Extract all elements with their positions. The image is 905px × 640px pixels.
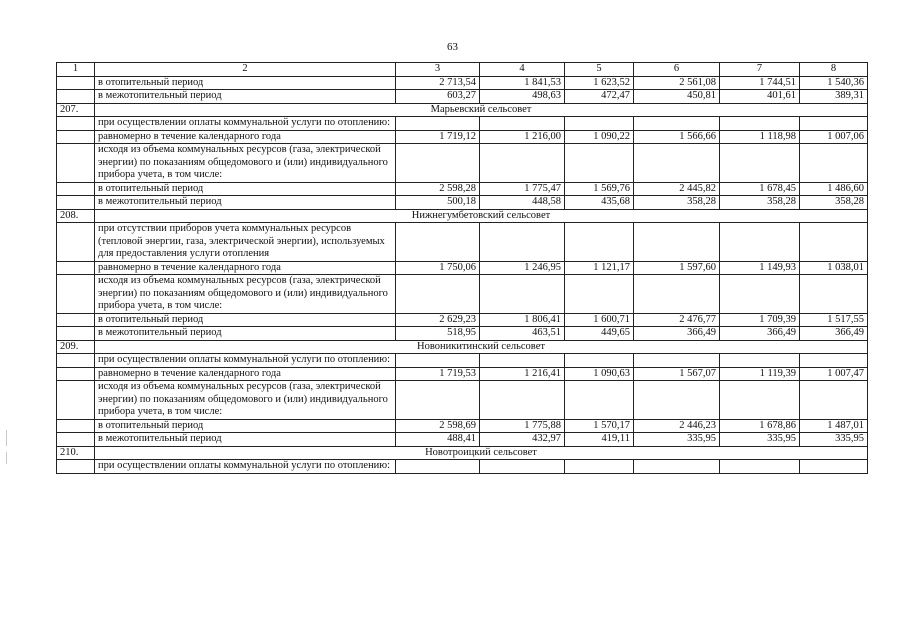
table-row [57,419,868,433]
scan-edge-mark [6,430,7,446]
row-number-cell [57,196,95,210]
value-cell: 2 445,82 [634,182,720,196]
row-number-cell [57,223,95,262]
row-number-cell: 210. [57,446,95,460]
value-cell [565,144,634,183]
section-row [57,209,868,223]
section-title-cell: Марьевский сельсовет [95,103,868,117]
value-cell [800,275,868,314]
value-cell: 1 709,39 [720,313,800,327]
header-cell: 2 [95,63,396,77]
value-cell: 472,47 [565,90,634,104]
row-number-cell [57,117,95,131]
value-cell: 1 623,52 [565,76,634,90]
section-title-cell: Новотроицкий сельсовет [95,446,868,460]
value-cell [720,144,800,183]
value-cell: 448,58 [480,196,565,210]
value-cell [565,381,634,420]
description-cell: в отопительный период [95,76,396,90]
row-number-cell: 207. [57,103,95,117]
value-cell: 1 744,51 [720,76,800,90]
value-cell: 2 713,54 [396,76,480,90]
value-cell: 1 121,17 [565,261,634,275]
value-cell: 1 486,60 [800,182,868,196]
value-cell: 1 678,86 [720,419,800,433]
value-cell [800,117,868,131]
value-cell [396,381,480,420]
value-cell [565,354,634,368]
value-cell [480,460,565,474]
value-cell: 1 570,17 [565,419,634,433]
row-number-cell [57,76,95,90]
value-cell [480,275,565,314]
value-cell [396,144,480,183]
value-cell: 1 597,60 [634,261,720,275]
header-cell: 7 [720,63,800,77]
value-cell: 1 775,88 [480,419,565,433]
value-cell: 1 841,53 [480,76,565,90]
table-row-text [57,117,868,131]
value-cell [720,275,800,314]
value-cell [800,460,868,474]
value-cell: 449,65 [565,327,634,341]
value-cell [720,381,800,420]
value-cell [480,223,565,262]
value-cell [634,381,720,420]
value-cell [396,275,480,314]
row-number-cell [57,182,95,196]
value-cell: 498,63 [480,90,565,104]
table-row [57,90,868,104]
value-cell: 366,49 [634,327,720,341]
value-cell [480,354,565,368]
value-cell [396,223,480,262]
value-cell: 358,28 [800,196,868,210]
description-cell: исходя из объема коммунальных ресурсов (газа, электрической энергии) по показаниям общедомового и (или) индивидуального прибора учета, в том числе: [95,381,396,420]
row-number-cell [57,90,95,104]
row-number-cell [57,313,95,327]
description-cell: исходя из объема коммунальных ресурсов (газа, электрической энергии) по показаниям общедомового и (или) индивидуального прибора учета, в том числе: [95,144,396,183]
table-row [57,130,868,144]
value-cell: 1 216,00 [480,130,565,144]
value-cell: 1 517,55 [800,313,868,327]
description-cell: при отсутствии приборов учета коммунальных ресурсов (тепловой энергии, газа, электрической энергии), используемых для предоставления услуги отопления [95,223,396,262]
value-cell: 1 678,45 [720,182,800,196]
section-title-cell: Нижнегумбетовский сельсовет [95,209,868,223]
table-row [57,261,868,275]
row-number-cell [57,144,95,183]
description-cell: в межотопительный период [95,433,396,447]
value-cell: 1 038,01 [800,261,868,275]
table-row [57,367,868,381]
row-number-cell [57,354,95,368]
value-cell [396,354,480,368]
row-number-cell [57,275,95,314]
value-cell [634,223,720,262]
value-cell [396,460,480,474]
value-cell: 1 246,95 [480,261,565,275]
table-row-text [57,460,868,474]
row-number-cell [57,419,95,433]
description-cell: в отопительный период [95,182,396,196]
value-cell: 1 216,41 [480,367,565,381]
value-cell: 450,81 [634,90,720,104]
value-cell: 1 119,39 [720,367,800,381]
value-cell: 1 540,36 [800,76,868,90]
value-cell [720,460,800,474]
table-row [57,76,868,90]
header-cell: 6 [634,63,720,77]
table-row-text [57,275,868,314]
value-cell: 1 775,47 [480,182,565,196]
description-cell: при осуществлении оплаты коммунальной услуги по отоплению: [95,354,396,368]
value-cell: 335,95 [720,433,800,447]
table-row-text [57,223,868,262]
value-cell: 500,18 [396,196,480,210]
value-cell: 2 476,77 [634,313,720,327]
header-cell: 8 [800,63,868,77]
value-cell: 358,28 [720,196,800,210]
section-title-cell: Новоникитинский сельсовет [95,340,868,354]
table-header-row [57,63,868,77]
row-number-cell [57,130,95,144]
value-cell [800,223,868,262]
value-cell: 335,95 [800,433,868,447]
value-cell [720,223,800,262]
scan-edge-mark [6,452,7,464]
table-row-text [57,381,868,420]
table-row-text [57,144,868,183]
value-cell: 518,95 [396,327,480,341]
value-cell: 335,95 [634,433,720,447]
value-cell [634,354,720,368]
header-cell: 5 [565,63,634,77]
value-cell: 2 598,28 [396,182,480,196]
description-cell: при осуществлении оплаты коммунальной услуги по отоплению: [95,460,396,474]
value-cell [565,117,634,131]
value-cell: 1 090,63 [565,367,634,381]
tariff-table [56,62,868,474]
description-cell: в межотопительный период [95,196,396,210]
value-cell: 1 719,53 [396,367,480,381]
value-cell [720,117,800,131]
value-cell: 432,97 [480,433,565,447]
value-cell: 401,61 [720,90,800,104]
table-row [57,327,868,341]
header-cell: 4 [480,63,565,77]
value-cell [634,460,720,474]
section-row [57,446,868,460]
value-cell: 435,68 [565,196,634,210]
description-cell: в межотопительный период [95,90,396,104]
value-cell: 2 561,08 [634,76,720,90]
table-row [57,182,868,196]
table-body [57,63,868,474]
value-cell: 389,31 [800,90,868,104]
description-cell: в отопительный период [95,419,396,433]
value-cell: 366,49 [720,327,800,341]
description-cell: равномерно в течение календарного года [95,367,396,381]
value-cell: 1 090,22 [565,130,634,144]
value-cell [720,354,800,368]
value-cell: 1 806,41 [480,313,565,327]
value-cell: 366,49 [800,327,868,341]
row-number-cell [57,381,95,420]
value-cell: 1 750,06 [396,261,480,275]
description-cell: равномерно в течение календарного года [95,130,396,144]
description-cell: в отопительный период [95,313,396,327]
section-row [57,103,868,117]
row-number-cell [57,460,95,474]
value-cell [480,117,565,131]
value-cell [565,223,634,262]
value-cell [480,381,565,420]
row-number-cell [57,433,95,447]
value-cell: 1 600,71 [565,313,634,327]
description-cell: равномерно в течение календарного года [95,261,396,275]
value-cell: 603,27 [396,90,480,104]
table-row [57,433,868,447]
value-cell [800,381,868,420]
value-cell: 2 598,69 [396,419,480,433]
value-cell: 1 007,47 [800,367,868,381]
section-row [57,340,868,354]
value-cell [800,144,868,183]
value-cell: 1 487,01 [800,419,868,433]
description-cell: при осуществлении оплаты коммунальной услуги по отоплению: [95,117,396,131]
value-cell: 1 569,76 [565,182,634,196]
row-number-cell: 208. [57,209,95,223]
value-cell: 1 007,06 [800,130,868,144]
value-cell [634,117,720,131]
value-cell: 1 566,66 [634,130,720,144]
header-cell: 1 [57,63,95,77]
page-number: 63 [447,41,458,53]
table-row-text [57,354,868,368]
value-cell: 1 149,93 [720,261,800,275]
description-cell: исходя из объема коммунальных ресурсов (газа, электрической энергии) по показаниям общедомового и (или) индивидуального прибора учета, в том числе: [95,275,396,314]
table-row [57,196,868,210]
row-number-cell [57,261,95,275]
value-cell [480,144,565,183]
description-cell: в межотопительный период [95,327,396,341]
value-cell: 488,41 [396,433,480,447]
value-cell: 463,51 [480,327,565,341]
value-cell: 1 567,07 [634,367,720,381]
row-number-cell [57,327,95,341]
table-row [57,313,868,327]
header-cell: 3 [396,63,480,77]
value-cell [634,144,720,183]
row-number-cell: 209. [57,340,95,354]
value-cell [565,460,634,474]
value-cell [800,354,868,368]
value-cell: 1 719,12 [396,130,480,144]
value-cell: 1 118,98 [720,130,800,144]
value-cell: 2 446,23 [634,419,720,433]
value-cell: 2 629,23 [396,313,480,327]
value-cell: 358,28 [634,196,720,210]
row-number-cell [57,367,95,381]
value-cell [565,275,634,314]
value-cell [634,275,720,314]
value-cell: 419,11 [565,433,634,447]
value-cell [396,117,480,131]
